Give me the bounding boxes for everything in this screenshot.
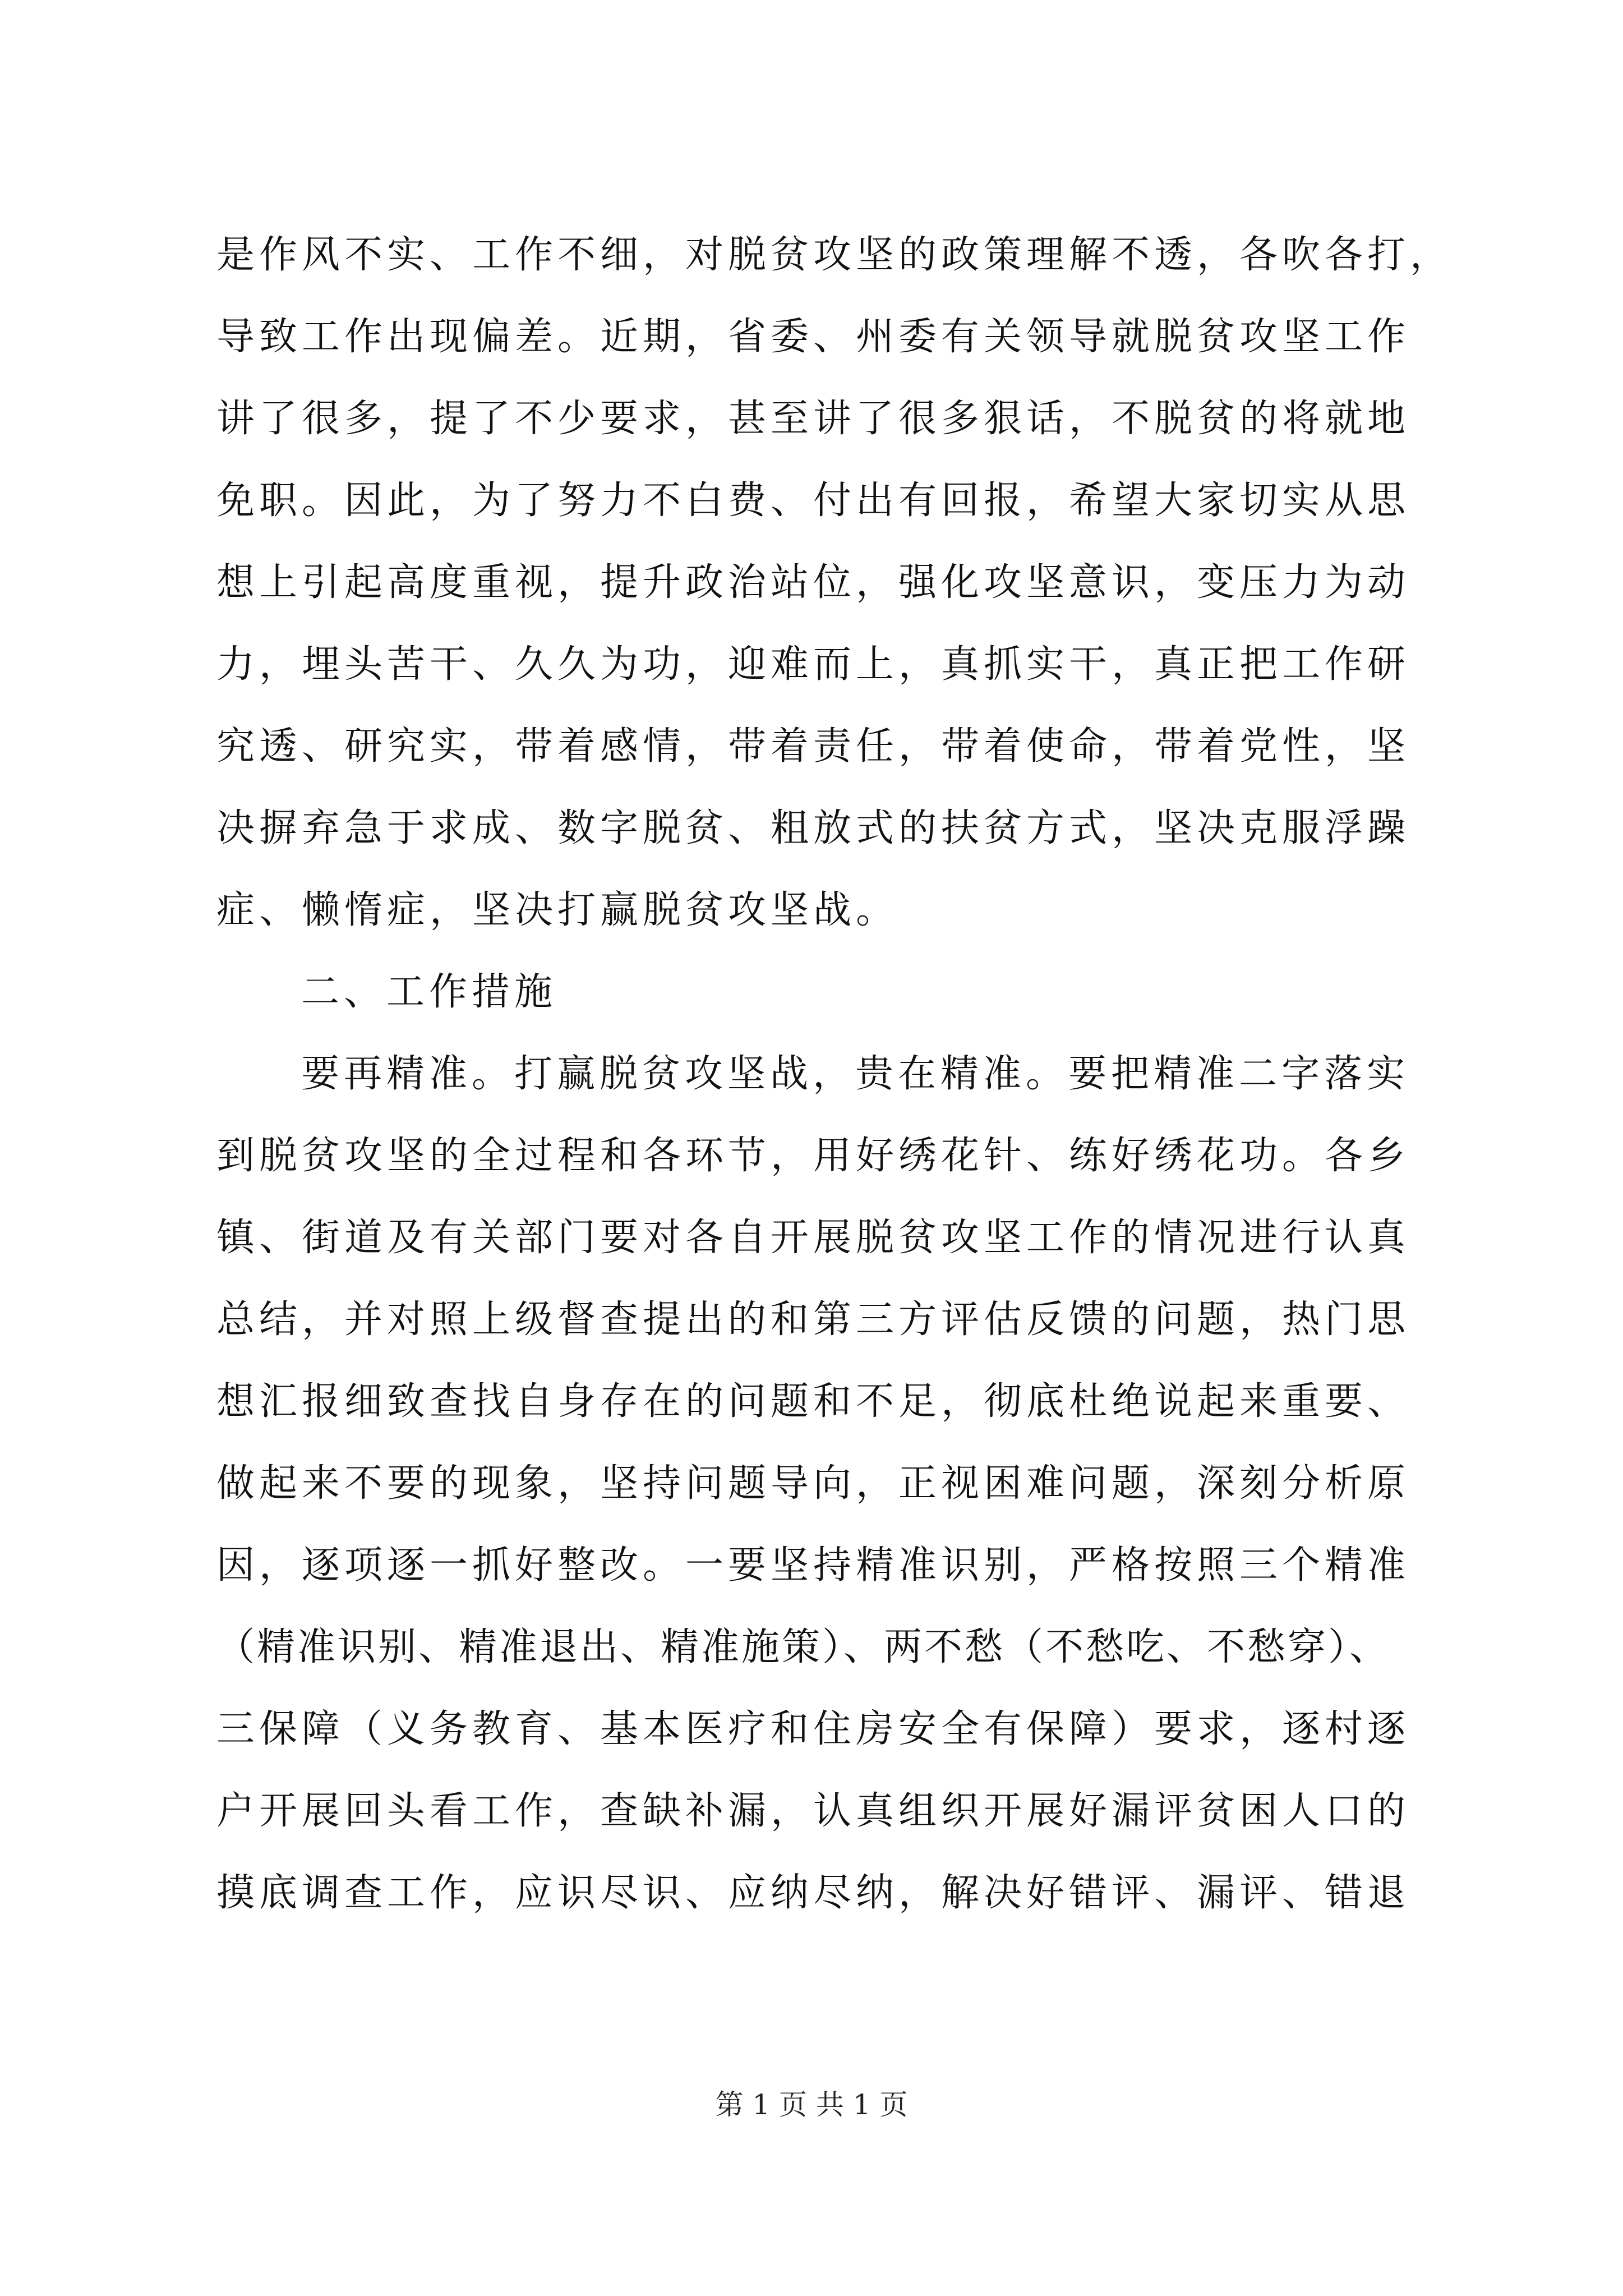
text-line: 是作风不实、工作不细，对脱贫攻坚的政策理解不透，各吹各打， [216,233,1453,277]
text-line: 导致工作出现偏差。近期，省委、州委有关领导就脱贫攻坚工作 [216,315,1410,359]
text-line: 做起来不要的现象，坚持问题导向，正视困难问题，深刻分析原 [216,1461,1410,1506]
text-line: 讲了很多，提了不少要求，甚至讲了很多狠话，不脱贫的将就地 [216,397,1410,441]
text-line: 决摒弃急于求成、数字脱贫、粗放式的扶贫方式，坚决克服浮躁 [216,806,1410,850]
text-line: 想汇报细致查找自身存在的问题和不足，彻底杜绝说起来重要、 [216,1379,1410,1424]
text-line: 总结，并对照上级督查提出的和第三方评估反馈的问题，热门思 [216,1297,1410,1342]
text-line: 要再精准。打赢脱贫攻坚战，贵在精准。要把精准二字落实 [301,1052,1410,1096]
section-heading: 二、工作措施 [301,970,557,1014]
text-line: 三保障（义务教育、基本医疗和住房安全有保障）要求，逐村逐 [216,1707,1410,1751]
text-line: 摸底调查工作，应识尽识、应纳尽纳，解决好错评、漏评、错退 [216,1871,1410,1915]
text-line: 力，埋头苦干、久久为功，迎难而上，真抓实干，真正把工作研 [216,642,1410,687]
text-line: 免职。因此，为了努力不白费、付出有回报，希望大家切实从思 [216,478,1410,523]
text-line: 究透、研究实，带着感情，带着责任，带着使命，带着党性，坚 [216,724,1410,769]
text-line: 症、懒惰症，坚决打赢脱贫攻坚战。 [216,888,899,932]
text-line: 想上引起高度重视，提升政治站位，强化攻坚意识，变压力为动 [216,560,1410,605]
text-line: 镇、街道及有关部门要对各自开展脱贫攻坚工作的情况进行认真 [216,1216,1410,1260]
page-number-footer: 第 1 页 共 1 页 [715,2088,908,2121]
text-line: 因，逐项逐一抓好整改。一要坚持精准识别，严格按照三个精准 [216,1543,1410,1588]
text-line: 户开展回头看工作，查缺补漏，认真组织开展好漏评贫困人口的 [216,1789,1410,1833]
text-line: 到脱贫攻坚的全过程和各环节，用好绣花针、练好绣花功。各乡 [216,1134,1410,1178]
text-line: （精准识别、精准退出、精准施策）、两不愁（不愁吃、不愁穿）、 [216,1625,1390,1669]
